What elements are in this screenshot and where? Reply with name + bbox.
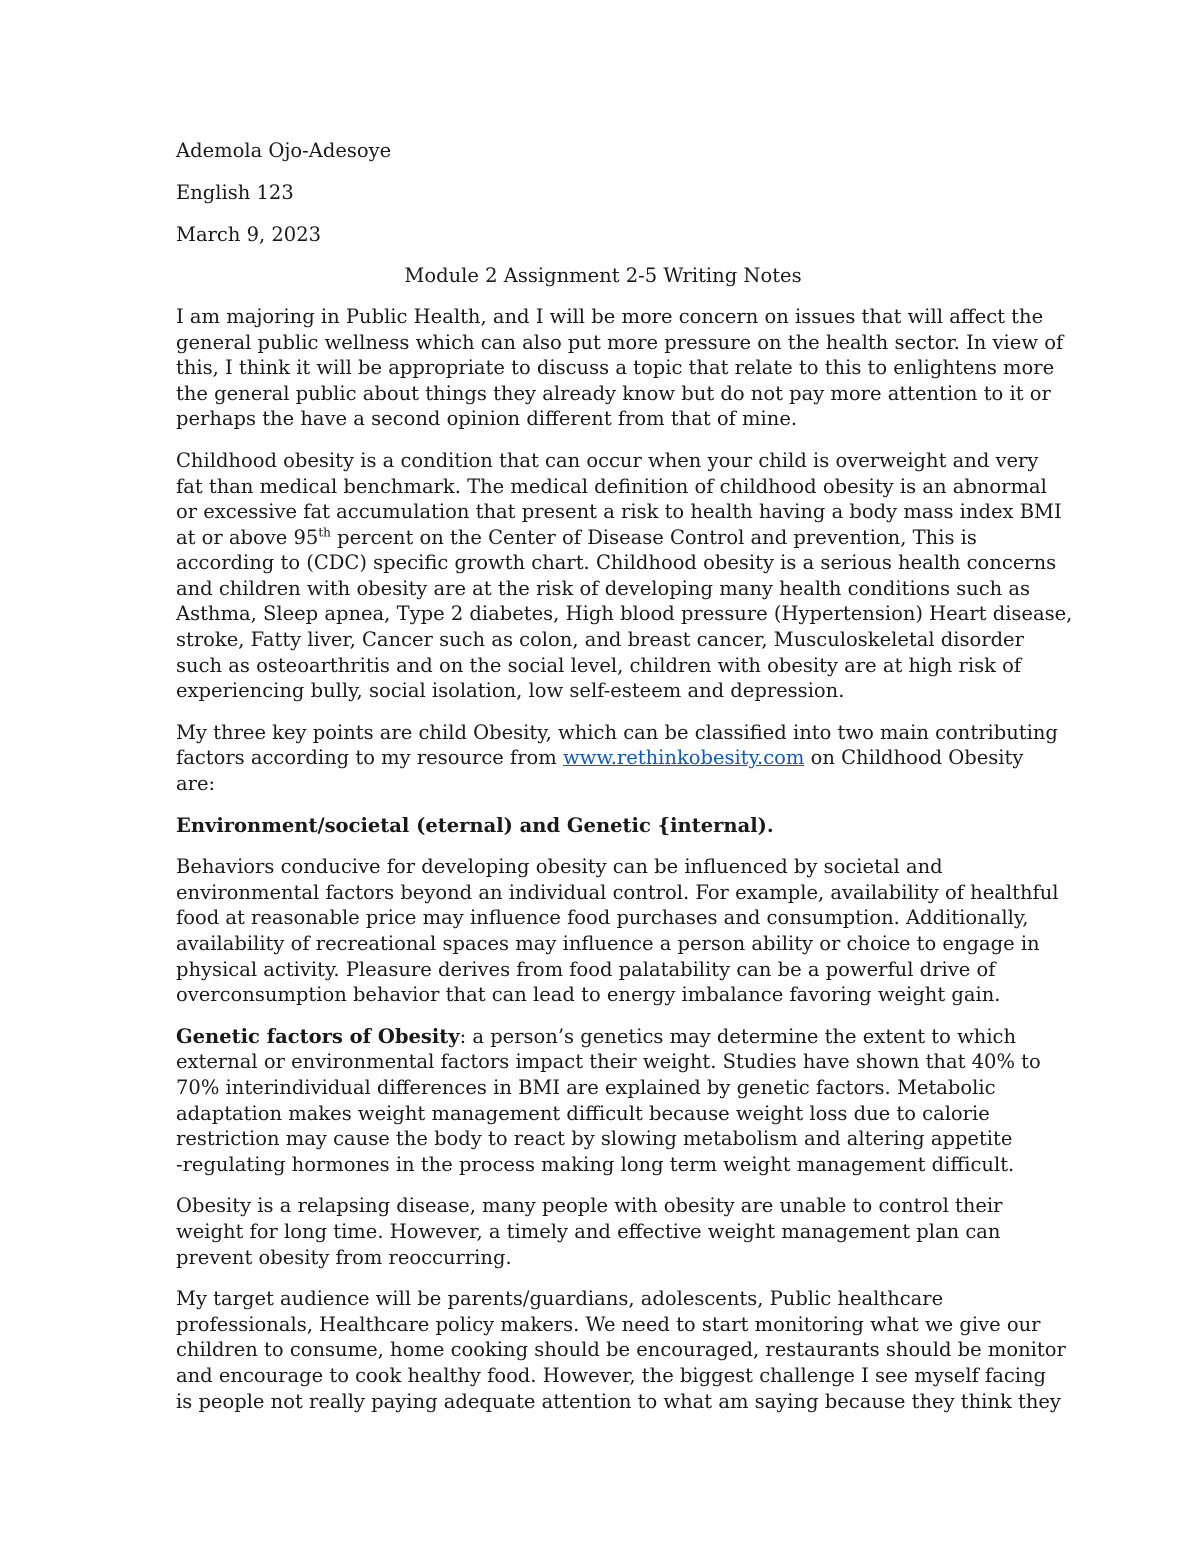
bold-lead: Genetic factors of Obesity — [176, 1024, 460, 1048]
text-line: weight for long time. However, a timely and effective weight management plan can — [176, 1219, 1001, 1243]
text-line: experiencing bully, social isolation, low self-esteem and depression. — [176, 679, 845, 703]
text-line — [176, 525, 1036, 551]
text-line: 70% interindividual differences in BMI are explained by genetic factors. Metabolic — [176, 1075, 996, 1099]
text-line: Behaviors conducive for developing obesity can be influenced by societal and — [176, 855, 943, 879]
text-line: such as osteoarthritis and on the social level, children with obesity are at high risk of — [176, 653, 1022, 677]
text-line: environmental factors beyond an individual control. For example, availability of healthful — [176, 880, 1059, 904]
text-segment: : a person’s genetics may determine the extent to which — [459, 1024, 1017, 1048]
text-line: general public wellness which can also put more pressure on the health sector. In view of — [176, 330, 1064, 354]
text-line: are: — [176, 772, 216, 796]
text-line: Asthma, Sleep apnea, Type 2 diabetes, High blood pressure (Hypertension) Heart disease, — [176, 602, 1073, 626]
text-line: availability of recreational spaces may influence a person ability or choice to engage in — [176, 932, 1040, 955]
text-segment: on Childhood Obesity — [804, 746, 1024, 770]
section-heading: Environment/societal (eternal) and Genetic {internal). — [176, 813, 774, 837]
text-line: the general public about things they already know but do not pay more attention to it or — [176, 381, 1051, 405]
text-line: My three key points are child Obesity, which can be classified into two main contributing — [176, 720, 1058, 744]
paragraph-intro — [176, 304, 1064, 432]
text-line: Childhood obesity is a condition that can occur when your child is overweight and very — [176, 448, 1039, 472]
text-line: food at reasonable price may influence food purchases and consumption. Additionally, — [176, 906, 1029, 930]
document-title: Module 2 Assignment 2-5 Writing Notes — [404, 264, 802, 288]
text-line: or excessive fat accumulation that present a risk to health having a body mass index BMI — [176, 500, 1062, 524]
document-date: March 9, 2023 — [176, 222, 322, 246]
text-line: and encourage to cook healthy food. However, the biggest challenge I see myself facing — [176, 1363, 1047, 1387]
superscript: th — [318, 525, 331, 540]
text-line: children to consume, home cooking should be encouraged, restaurants should be monitor — [176, 1338, 1066, 1362]
text-line: is people not really paying adequate attention to what am saying because they think they — [176, 1389, 1061, 1413]
text-segment: factors according to my resource from — [176, 746, 563, 770]
text-line: perhaps the have a second opinion different from that of mine. — [176, 407, 798, 431]
paragraph-environmental — [176, 854, 1059, 1008]
text-line: external or environmental factors impact their weight. Studies have shown that 40% to — [176, 1050, 1041, 1074]
paragraph-audience — [176, 1286, 1066, 1414]
paragraph-relapsing — [176, 1193, 1036, 1270]
text-line: this, I think it will be appropriate to discuss a topic that relate to this to enlightens more — [176, 356, 1055, 380]
text-line: restriction may cause the body to react by slowing metabolism and altering appetite — [176, 1127, 1013, 1151]
text-line: -regulating hormones in the process making long term weight management difficult. — [176, 1152, 1015, 1176]
paragraph-key-points — [176, 720, 1058, 797]
text-line: My target audience will be parents/guardians, adolescents, Public healthcare — [176, 1287, 944, 1311]
text-line: according to (CDC) specific growth chart. Childhood obesity is a serious health concerns — [176, 551, 1057, 575]
text-line: fat than medical benchmark. The medical definition of childhood obesity is an abnormal — [176, 474, 1047, 498]
paragraph-childhood-obesity — [176, 448, 1073, 704]
author-name: Ademola Ojo-Adesoye — [176, 139, 392, 162]
text-segment: percent on the Center of Disease Control and prevention, This is — [330, 525, 977, 549]
text-line: professionals, Healthcare policy makers. We need to start monitoring what we give our — [176, 1312, 1041, 1336]
text-line: adaptation makes weight management difficult because weight loss due to calorie — [176, 1101, 990, 1125]
text-line: prevent obesity from reoccurring. — [176, 1245, 512, 1269]
text-line — [176, 1024, 1036, 1050]
text-line — [176, 745, 1036, 771]
text-line: stroke, Fatty liver, Cancer such as colon, and breast cancer, Musculoskeletal disorder — [176, 628, 1024, 652]
paragraph-genetic — [176, 1024, 1041, 1178]
text-line: overconsumption behavior that can lead to energy imbalance favoring weight gain. — [176, 983, 1001, 1007]
resource-link[interactable]: www.rethinkobesity.com — [562, 746, 805, 770]
course-name: English 123 — [176, 180, 294, 204]
text-segment: at or above 95 — [176, 525, 319, 549]
text-line: Obesity is a relapsing disease, many people with obesity are unable to control their — [176, 1194, 1003, 1218]
text-line: and children with obesity are at the risk of developing many health conditions such as — [176, 576, 1031, 600]
document-body — [176, 138, 1073, 1430]
text-line: I am majoring in Public Health, and I will be more concern on issues that will affect the — [176, 304, 1044, 328]
text-line: physical activity. Pleasure derives from food palatability can be a powerful drive of — [176, 957, 996, 981]
